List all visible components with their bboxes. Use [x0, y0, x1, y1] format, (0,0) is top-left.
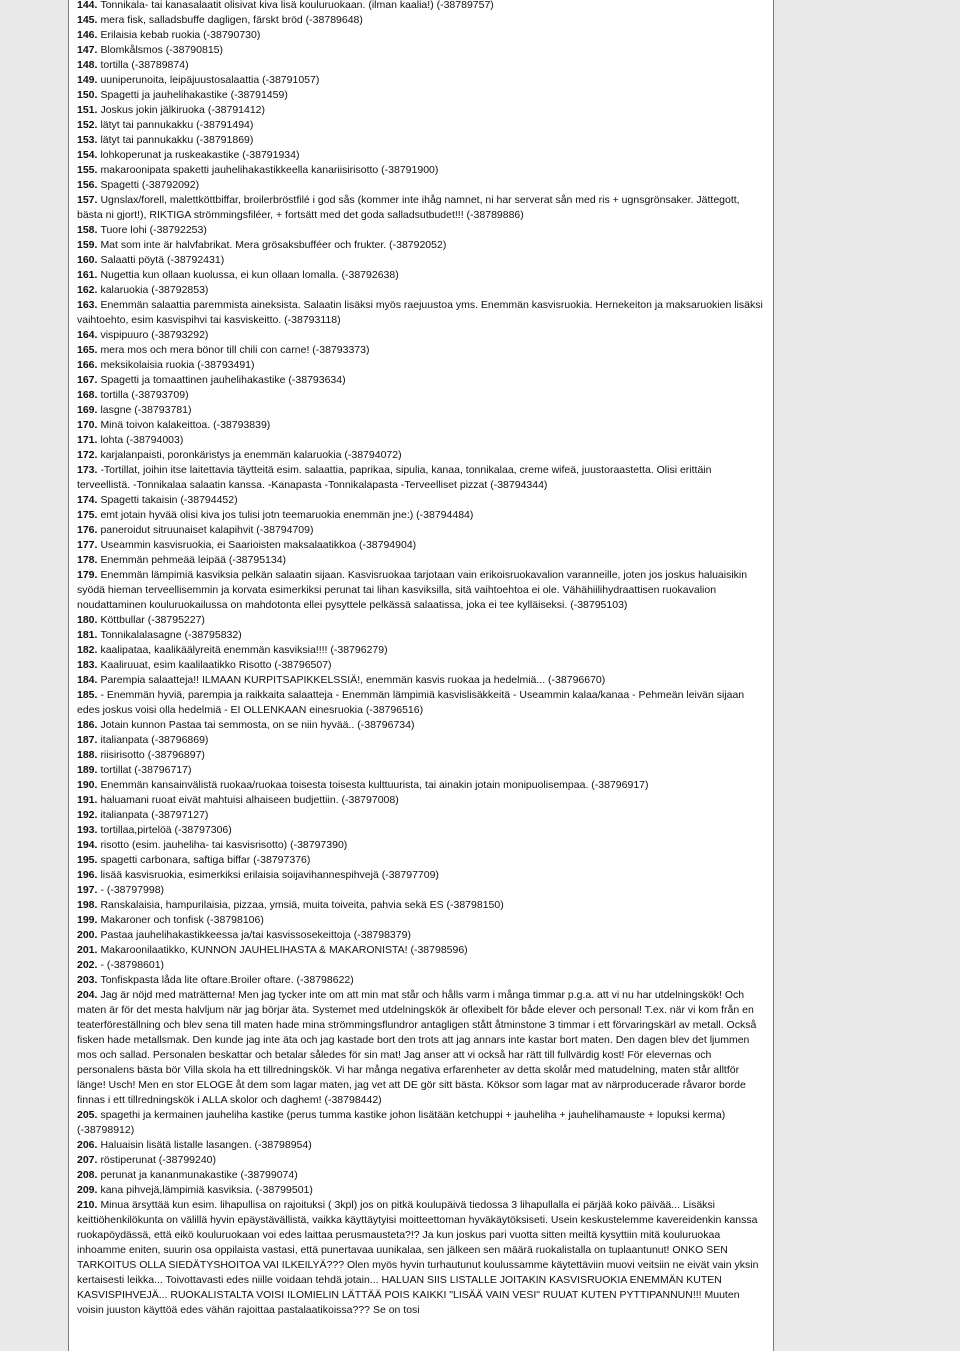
item-number: 184. — [77, 674, 98, 686]
item-number: 162. — [77, 284, 98, 296]
item-number: 190. — [77, 779, 98, 791]
item-text: Tonnikalalasagne (-38795832) — [100, 629, 242, 641]
item-number: 186. — [77, 719, 98, 731]
list-item — [77, 508, 767, 523]
list-item — [77, 778, 767, 793]
item-number: 153. — [77, 134, 98, 146]
item-text: meksikolaisia ruokia (-38793491) — [100, 359, 255, 371]
item-text: karjalanpaisti, poronkäristys ja enemmän kalaruokia (-38794072) — [100, 449, 402, 461]
list-item — [77, 808, 767, 823]
item-text: Useammin kasvisruokia, ei Saarioisten maksalaatikkoa (-38794904) — [100, 539, 417, 551]
item-text: vispipuuro (-38793292) — [100, 329, 209, 341]
list-item — [77, 838, 767, 853]
document-page — [68, 0, 774, 1351]
item-number: 179. — [77, 569, 98, 581]
list-item — [77, 1138, 767, 1153]
item-text: Salaatti pöytä (-38792431) — [100, 254, 225, 266]
item-number: 197. — [77, 884, 98, 896]
item-text: spagetti carbonara, saftiga biffar (-38797376) — [100, 854, 311, 866]
item-text: italianpata (-38797127) — [100, 809, 209, 821]
list-item — [77, 733, 767, 748]
list-item — [77, 748, 767, 763]
item-text: Kaaliruuat, esim kaalilaatikko Risotto (-38796507) — [100, 659, 332, 671]
item-text: kaalipataa, kaalikäälyreitä enemmän kasviksia!!!! (-38796279) — [100, 644, 388, 656]
list-item — [77, 868, 767, 883]
list-item — [77, 28, 767, 43]
item-number: 166. — [77, 359, 98, 371]
list-item — [77, 928, 767, 943]
list-item — [77, 178, 767, 193]
item-text: kalaruokia (-38792853) — [100, 284, 209, 296]
item-number: 209. — [77, 1184, 98, 1196]
item-number: 159. — [77, 239, 98, 251]
item-text: lätyt tai pannukakku (-38791494) — [100, 119, 254, 131]
item-number: 174. — [77, 494, 98, 506]
item-number: 202. — [77, 959, 98, 971]
list-item — [77, 988, 767, 1108]
item-text: Minua ärsyttää kun esim. lihapullisa on rajoituksi ( 3kpl) jos on pitkä koulupäivä tiedossa 3 lihapullalla ei pärjää koko päivää... Lisäksi keittiöhenkilökunta on välillä hyvin epäystävällistä, vaikka käyttäytyisi moitteettoman hyväkäytöksiseti. Usein keskustelemme kavereidenkin kanssa ruokapöydässä, että eikö kouluruokaan voi edes laittaa perusmausteta?!? Ja kun joskus pari vuotta sitten meiltä kysyttiin mitä kouluruokaa inhoamme eniten, suurin osa oppilaista vastasi, että punertavaa uunikalaa, sen jälkeen sen määrä ruokalistalla on tuplaantunut! ONKO SEN TARKOITUS OLLA SIEDÄTYSHOITOA VAI ILKEILYÄ??? Olen myös hyvin turhautunut koulussamme käytettäviin muovi veitsiin ne eivät vain yksin kertaisesti leikka... Toivottavasti edes niille voidaan tehdä jotain... HALUAN SIIS LISTALLE JOITAKIN KASVISRUOKIA ENEMMÄN KUTEN KASVISPIHVEJÄ... RUOKALISTALTA VOISI ILOMIELIN LÄTTÄÄ POIS KAIKKI "LISÄÄ VAIN VESI" RUUAT KUTEN PYTTIPANNUN!!! Muuten voisin juuston käyttöä edes vähän rajoittaa pastalaatikoissa??? Se on tosi — [77, 1199, 759, 1316]
item-number: 169. — [77, 404, 98, 416]
item-text: lasgne (-38793781) — [100, 404, 192, 416]
item-number: 152. — [77, 119, 98, 131]
item-text: Nugettia kun ollaan kuolussa, ei kun ollaan lomalla. (-38792638) — [100, 269, 399, 281]
list-item — [77, 523, 767, 538]
item-text: tortillat (-38796717) — [100, 764, 192, 776]
item-text: makaroonipata spaketti jauhelihakastikkeella kanariisirisotto (-38791900) — [100, 164, 439, 176]
item-number: 200. — [77, 929, 98, 941]
item-number: 210. — [77, 1199, 98, 1211]
item-number: 196. — [77, 869, 98, 881]
item-text: Mat som inte är halvfabrikat. Mera grösaksbufféer och frukter. (-38792052) — [100, 239, 447, 251]
list-item — [77, 1183, 767, 1198]
list-item — [77, 13, 767, 28]
list-item — [77, 1168, 767, 1183]
item-number: 157. — [77, 194, 98, 206]
list-item — [77, 943, 767, 958]
list-item — [77, 568, 767, 613]
item-text: mera fisk, salladsbuffe dagligen, färskt bröd (-38789648) — [100, 14, 363, 26]
item-number: 191. — [77, 794, 98, 806]
list-item — [77, 958, 767, 973]
item-number: 165. — [77, 344, 98, 356]
item-number: 156. — [77, 179, 98, 191]
list-item — [77, 73, 767, 88]
list-item — [77, 223, 767, 238]
item-number: 145. — [77, 14, 98, 26]
item-text: tortillaa,pirtelöä (-38797306) — [100, 824, 232, 836]
item-number: 170. — [77, 419, 98, 431]
item-number: 198. — [77, 899, 98, 911]
item-number: 155. — [77, 164, 98, 176]
list-item — [77, 913, 767, 928]
item-number: 206. — [77, 1139, 98, 1151]
item-number: 163. — [77, 299, 98, 311]
list-item — [77, 103, 767, 118]
item-number: 203. — [77, 974, 98, 986]
item-text: riisirisotto (-38796897) — [100, 749, 205, 761]
item-text: Spagetti (-38792092) — [100, 179, 200, 191]
list-item — [77, 793, 767, 808]
item-number: 207. — [77, 1154, 98, 1166]
list-item — [77, 343, 767, 358]
list-item — [77, 0, 767, 13]
item-text: Erilaisia kebab ruokia (-38790730) — [100, 29, 261, 41]
item-text: Jotain kunnon Pastaa tai semmosta, on se niin hyvää.. (-38796734) — [100, 719, 415, 731]
item-text: Tonnikala- tai kanasalaatit olisivat kiva lisä kouluruokaan. (ilman kaalia!) (-38789757) — [100, 0, 494, 11]
list-item — [77, 433, 767, 448]
list-item — [77, 463, 767, 493]
list-item — [77, 718, 767, 733]
item-text: Makaroonilaatikko, KUNNON JAUHELIHASTA & MAKARONISTA! (-38798596) — [100, 944, 468, 956]
list-item — [77, 373, 767, 388]
list-item — [77, 613, 767, 628]
item-text: lohta (-38794003) — [100, 434, 184, 446]
item-text: Blomkålsmos (-38790815) — [100, 44, 223, 56]
list-item — [77, 553, 767, 568]
item-number: 193. — [77, 824, 98, 836]
item-text: Enemmän lämpimiä kasviksia pelkän salaatin sijaan. Kasvisruokaa tarjotaan vain erikoisruokavalion varanneille, joten jos joskus haluaisikin syödä hieman terveellisemmin ja korvata esimerkiksi perunat tai lihan kasviksilla, sitä vaihtoehtoa ei ole. Vähähiilihydraattisen ruokavalion noudattaminen kouluruokailussa on mahdotonta ellei pysyttele pelkässä salaatissa, joka ei tee kylläiseksi. (-38795103) — [77, 569, 748, 611]
item-text: Haluaisin lisätä listalle lasangen. (-38798954) — [100, 1139, 312, 1151]
list-item — [77, 283, 767, 298]
list-item — [77, 298, 767, 328]
list-item — [77, 58, 767, 73]
item-number: 177. — [77, 539, 98, 551]
list-item — [77, 1108, 767, 1138]
list-item — [77, 688, 767, 718]
item-number: 178. — [77, 554, 98, 566]
item-text: Ranskalaisia, hampurilaisia, pizzaa, ymsiä, muita toiveita, pahvia sekä ES (-38798150) — [100, 899, 504, 911]
item-text: Enemmän pehmeää leipää (-38795134) — [100, 554, 287, 566]
item-number: 160. — [77, 254, 98, 266]
item-number: 148. — [77, 59, 98, 71]
item-text: Spagetti ja tomaattinen jauhelihakastike (-38793634) — [100, 374, 346, 386]
item-number: 150. — [77, 89, 98, 101]
item-number: 187. — [77, 734, 98, 746]
item-number: 183. — [77, 659, 98, 671]
list-item — [77, 673, 767, 688]
list-item — [77, 1153, 767, 1168]
item-number: 154. — [77, 149, 98, 161]
list-item — [77, 628, 767, 643]
item-text: lätyt tai pannukakku (-38791869) — [100, 134, 254, 146]
item-text: Jag är nöjd med maträtterna! Men jag tycker inte om att min mat står och hålls varm i många timmar p.g.a. att vi nu har utdelningskök! Och maten är för det mesta halvljum när jag börjar äta. Systemet med utdelningskök är oflexibelt för både elever och personal! T.ex. när vi kom från en teaterföreställning och blev sena till maten hade mina strömmingsflundror antagligen stått åtminstone 3 timmar i ett förvaringskärl av metall. Också fisken hade metallsmak. Den kunde jag inte äta och jag kastade bort den trots att jag annars inte kastar bort maten. Den dagen blev det ljummen mos och sallad. Personalen beskattar och betalar således för sin mat! Jag anser att vi också har rätt till fullvärdig kost! För elevernas och personalens bästa bör Villa skola ha ett tillredningskök. Vi har många negativa erfarenheter av detta skolår med matudelning, maten står alltför länge! Usch! Men en stor ELOGE åt dem som lagar maten, jag vet att DE gör sitt bästa. Köksor som lagar mat av närproducerade råvaror borde finnas i ett tillredningskök i ALLA skolor och daghem! (-38798442) — [77, 989, 757, 1106]
item-text: tortilla (-38789874) — [100, 59, 189, 71]
item-text: tortilla (-38793709) — [100, 389, 189, 401]
item-number: 171. — [77, 434, 98, 446]
list-item — [77, 853, 767, 868]
list-item — [77, 133, 767, 148]
item-text: kana pihvejä,lämpimiä kasviksia. (-38799501) — [100, 1184, 313, 1196]
item-number: 176. — [77, 524, 98, 536]
item-number: 147. — [77, 44, 98, 56]
item-text: Tonfiskpasta låda lite oftare.Broiler oftare. (-38798622) — [100, 974, 354, 986]
list-item — [77, 823, 767, 838]
item-number: 189. — [77, 764, 98, 776]
item-number: 151. — [77, 104, 98, 116]
item-number: 180. — [77, 614, 98, 626]
item-text: italianpata (-38796869) — [100, 734, 209, 746]
item-number: 199. — [77, 914, 98, 926]
list-item — [77, 163, 767, 178]
list-item — [77, 88, 767, 103]
list-item — [77, 193, 767, 223]
item-number: 185. — [77, 689, 98, 701]
item-number: 173. — [77, 464, 98, 476]
list-item — [77, 448, 767, 463]
item-text: spagethi ja kermainen jauheliha kastike (perus tumma kastike johon lisätään ketchuppi + jauheliha + jauhelihamauste + lopuksi kerma) (-38798912) — [77, 1109, 726, 1136]
list-item — [77, 418, 767, 433]
item-text: Enemmän kansainvälistä ruokaa/ruokaa toisesta toisesta kulttuurista, tai ainakin jotain monipuolisempaa. (-38796917) — [100, 779, 649, 791]
item-number: 205. — [77, 1109, 98, 1121]
item-number: 195. — [77, 854, 98, 866]
item-text: Pastaa jauhelihakastikkeessa ja/tai kasvissosekeittoja (-38798379) — [100, 929, 411, 941]
item-number: 164. — [77, 329, 98, 341]
item-text: Spagetti ja jauhelihakastike (-38791459) — [100, 89, 288, 101]
item-text: röstiperunat (-38799240) — [100, 1154, 217, 1166]
item-number: 144. — [77, 0, 98, 11]
list-item — [77, 358, 767, 373]
item-text: Köttbullar (-38795227) — [100, 614, 205, 626]
list-item — [77, 253, 767, 268]
item-text: Ugnslax/forell, malettköttbiffar, broilerbröstfilé i god sås (kommer inte ihåg namnet, ni har serverat sån med ris + ugnsgrönsaker. Jättegott, bästa ni gjort!), RIKTIGA strömmingsfiléer, + fortsätt med det goda salladsutbudet!!! (-38789886) — [77, 194, 740, 221]
item-text: haluamani ruoat eivät mahtuisi alhaiseen budjettiin. (-38797008) — [100, 794, 399, 806]
item-number: 149. — [77, 74, 98, 86]
list-item — [77, 43, 767, 58]
item-number: 188. — [77, 749, 98, 761]
item-number: 161. — [77, 269, 98, 281]
list-item — [77, 658, 767, 673]
list-item — [77, 883, 767, 898]
item-number: 158. — [77, 224, 98, 236]
item-text: Joskus jokin jälkiruoka (-38791412) — [100, 104, 266, 116]
list-item — [77, 538, 767, 553]
item-text: uuniperunoita, leipäjuustosalaattia (-38791057) — [100, 74, 320, 86]
item-number: 175. — [77, 509, 98, 521]
list-item — [77, 973, 767, 988]
item-number: 208. — [77, 1169, 98, 1181]
item-number: 204. — [77, 989, 98, 1001]
item-text: -Tortillat, joihin itse laitettavia täytteitä esim. salaattia, paprikaa, sipulia, kanaa, tonnikalaa, creme wifeä, juustoraastetta. Olisi erittäin terveellistä. -Tonnikalaa salaatin kanssa. -Kanapasta -Tonnikalapasta -Terveelliset pizzat (-38794344) — [77, 464, 712, 491]
item-text: Makaroner och tonfisk (-38798106) — [100, 914, 264, 926]
list-item — [77, 328, 767, 343]
item-text: - (-38797998) — [100, 884, 165, 896]
item-text: lisää kasvisruokia, esimerkiksi erilaisia soijavihannespihvejä (-38797709) — [100, 869, 439, 881]
item-text: lohkoperunat ja ruskeakastike (-38791934) — [100, 149, 300, 161]
list-item — [77, 643, 767, 658]
item-text: perunat ja kananmunakastike (-38799074) — [100, 1169, 298, 1181]
item-number: 181. — [77, 629, 98, 641]
item-number: 146. — [77, 29, 98, 41]
item-text: Tuore lohi (-38792253) — [100, 224, 207, 236]
item-text: Enemmän salaattia paremmista aineksista. Salaatin lisäksi myös raejuustoa yms. Enemmän kasvisruokia. Hernekeiton ja maksaruokien lisäksi vaihtoehto, esim kasvispihvi tai kasviskeitto. (-38793118) — [77, 299, 763, 326]
response-list — [77, 0, 767, 1318]
list-item — [77, 493, 767, 508]
list-item — [77, 268, 767, 283]
item-text: mera mos och mera bönor till chili con carne! (-38793373) — [100, 344, 370, 356]
item-text: Spagetti takaisin (-38794452) — [100, 494, 238, 506]
item-number: 168. — [77, 389, 98, 401]
item-text: paneroidut sitruunaiset kalapihvit (-38794709) — [100, 524, 314, 536]
list-item — [77, 763, 767, 778]
item-number: 194. — [77, 839, 98, 851]
list-item — [77, 898, 767, 913]
list-item — [77, 388, 767, 403]
list-item — [77, 238, 767, 253]
list-item — [77, 148, 767, 163]
item-text: - Enemmän hyviä, parempia ja raikkaita salaatteja - Enemmän lämpimiä kasvislisäkkeitä - Useammin kalaa/kanaa - Pehmeän leivän sijaan edes joskus voisi olla hedelmiä - EI OLLENKAAN einesruokia (-38796516) — [77, 689, 745, 716]
item-number: 167. — [77, 374, 98, 386]
item-text: - (-38798601) — [100, 959, 165, 971]
item-number: 192. — [77, 809, 98, 821]
item-text: emt jotain hyvää olisi kiva jos tulisi jotn teemaruokia enemmän jne:) (-38794484) — [100, 509, 474, 521]
item-number: 182. — [77, 644, 98, 656]
list-item — [77, 118, 767, 133]
list-item — [77, 403, 767, 418]
item-text: Parempia salaatteja!! ILMAAN KURPITSAPIKKELSSIÄ!, enemmän kasvis ruokaa ja hedelmiä... (-38796670) — [100, 674, 606, 686]
item-text: risotto (esim. jauheliha- tai kasvisrisotto) (-38797390) — [100, 839, 348, 851]
item-number: 172. — [77, 449, 98, 461]
item-number: 201. — [77, 944, 98, 956]
list-item — [77, 1198, 767, 1318]
item-text: Minä toivon kalakeittoa. (-38793839) — [100, 419, 271, 431]
